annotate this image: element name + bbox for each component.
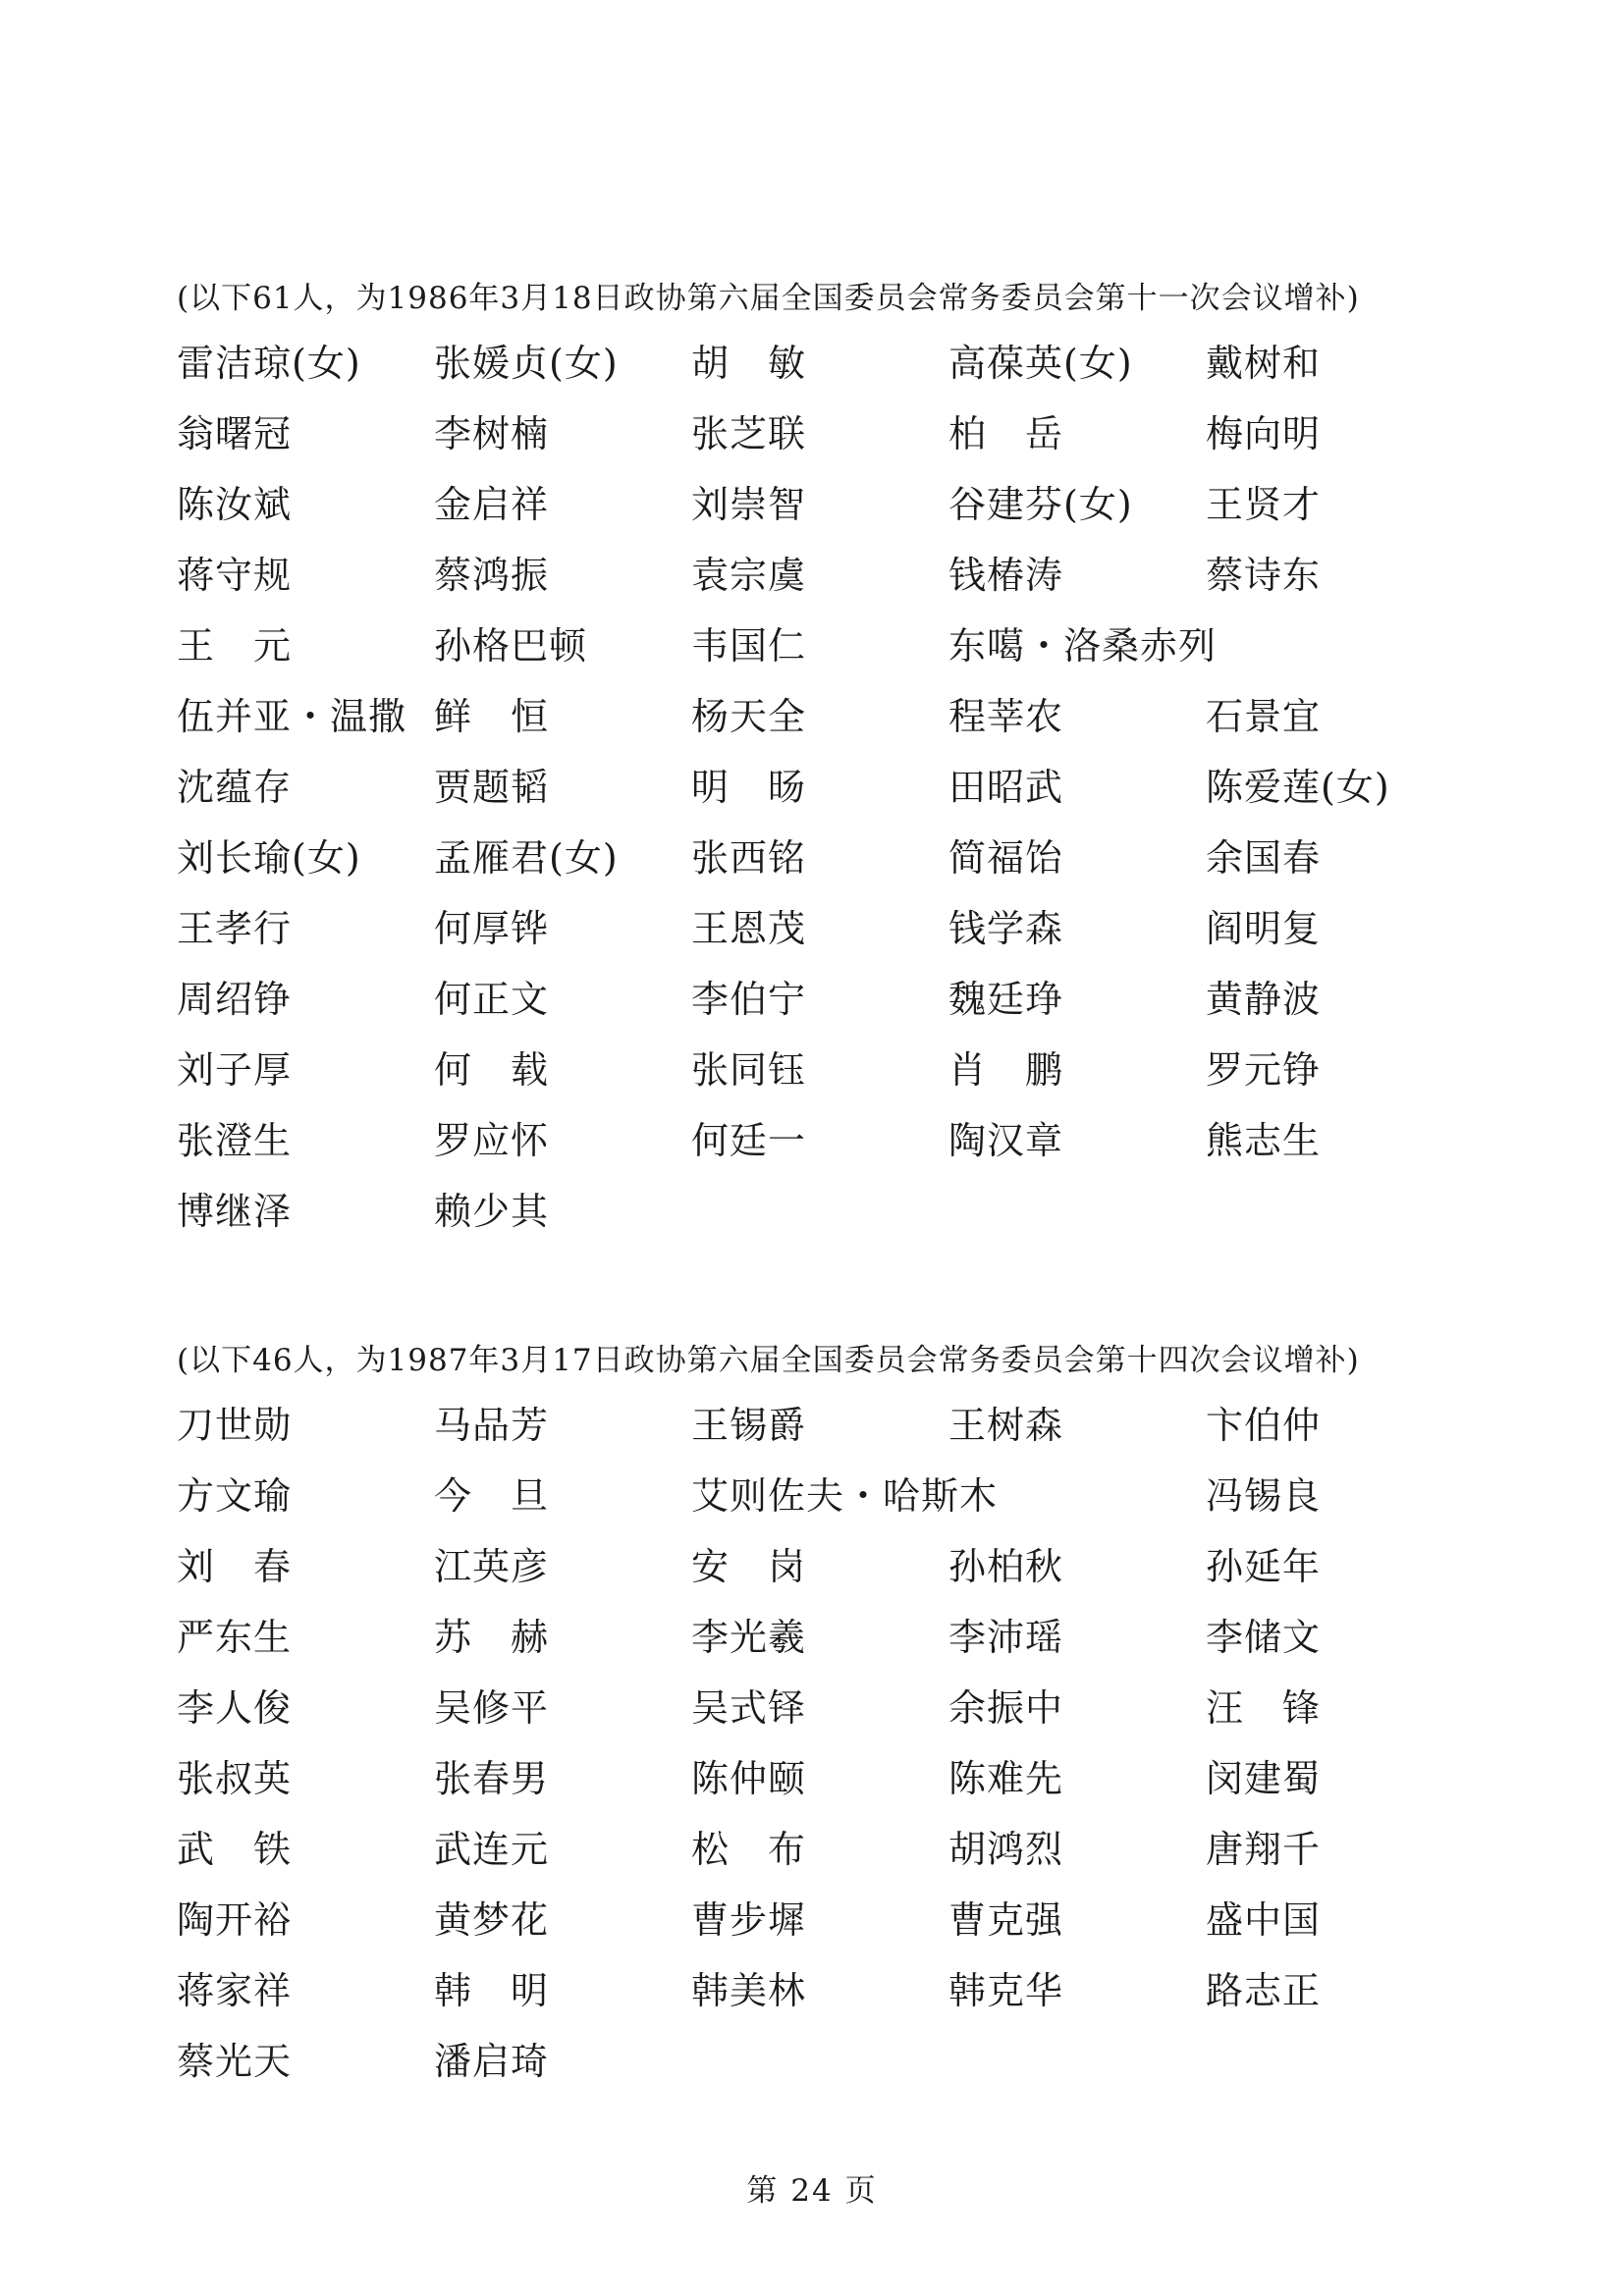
member-name: 田昭武 bbox=[948, 766, 1064, 809]
member-name: 闵建蜀 bbox=[1206, 1757, 1322, 1800]
member-name: 黄梦花 bbox=[434, 1898, 550, 1942]
member-name: 曹步墀 bbox=[691, 1898, 807, 1942]
member-name: 张春男 bbox=[434, 1757, 550, 1800]
member-name: 梅向明 bbox=[1206, 412, 1322, 455]
member-name: 刘长瑜(女) bbox=[177, 836, 361, 880]
member-name: 高葆英(女) bbox=[948, 342, 1133, 385]
member-name: 张叔英 bbox=[177, 1757, 293, 1800]
member-name: 沈蕴存 bbox=[177, 766, 293, 809]
member-name: 罗应怀 bbox=[434, 1119, 550, 1162]
member-name: 李树楠 bbox=[434, 412, 550, 455]
member-name: 李光羲 bbox=[691, 1616, 807, 1659]
member-name: 熊志生 bbox=[1206, 1119, 1322, 1162]
member-name: 吴修平 bbox=[434, 1686, 550, 1730]
member-name: 杨天全 bbox=[691, 695, 807, 738]
member-name: 黄静波 bbox=[1206, 978, 1322, 1021]
member-name: 贾题韬 bbox=[434, 766, 550, 809]
member-name: 王锡爵 bbox=[691, 1404, 807, 1447]
member-name: 王孝行 bbox=[177, 907, 293, 950]
member-name: 王树森 bbox=[948, 1404, 1064, 1447]
member-name: 赖少其 bbox=[434, 1190, 550, 1233]
member-name: 李储文 bbox=[1206, 1616, 1322, 1659]
member-name: 肖 鹏 bbox=[948, 1048, 1064, 1092]
member-name: 王贤才 bbox=[1206, 483, 1322, 526]
member-name: 谷建芬(女) bbox=[948, 483, 1133, 526]
member-name: 松 布 bbox=[691, 1828, 807, 1871]
member-name: 魏廷琤 bbox=[948, 978, 1064, 1021]
member-name: 戴树和 bbox=[1206, 342, 1322, 385]
member-name: 伍并亚・温撒 bbox=[177, 695, 407, 738]
member-name: 陈爱莲(女) bbox=[1206, 766, 1390, 809]
member-name: 刘 春 bbox=[177, 1545, 293, 1588]
member-name: 何廷一 bbox=[691, 1119, 807, 1162]
member-name: 路志正 bbox=[1206, 1969, 1322, 2012]
section-title-1: (以下61人，为1986年3月18日政协第六届全国委员会常务委员会第十一次会议增补) bbox=[177, 281, 1360, 316]
member-name: 严东生 bbox=[177, 1616, 293, 1659]
member-name: 罗元铮 bbox=[1206, 1048, 1322, 1092]
member-name: 程莘农 bbox=[948, 695, 1064, 738]
member-name: 胡鸿烈 bbox=[948, 1828, 1064, 1871]
member-name: 张芝联 bbox=[691, 412, 807, 455]
member-name: 韩美林 bbox=[691, 1969, 807, 2012]
member-name: 孙格巴顿 bbox=[434, 624, 588, 667]
member-name: 武连元 bbox=[434, 1828, 550, 1871]
member-name: 马品芳 bbox=[434, 1404, 550, 1447]
member-name: 陈难先 bbox=[948, 1757, 1064, 1800]
member-name: 明 旸 bbox=[691, 766, 807, 809]
section-title-2: (以下46人，为1987年3月17日政协第六届全国委员会常务委员会第十四次会议增补) bbox=[177, 1343, 1360, 1378]
member-name: 张媛贞(女) bbox=[434, 342, 619, 385]
member-name: 今 旦 bbox=[434, 1474, 550, 1518]
member-name: 张西铭 bbox=[691, 836, 807, 880]
member-name: 孙柏秋 bbox=[948, 1545, 1064, 1588]
member-name: 石景宜 bbox=[1206, 695, 1322, 738]
member-name: 孙延年 bbox=[1206, 1545, 1322, 1588]
member-name: 阎明复 bbox=[1206, 907, 1322, 950]
member-name: 李沛瑶 bbox=[948, 1616, 1064, 1659]
member-name: 刘子厚 bbox=[177, 1048, 293, 1092]
member-name: 雷洁琼(女) bbox=[177, 342, 361, 385]
member-name: 蒋守规 bbox=[177, 554, 293, 597]
member-name: 蔡光天 bbox=[177, 2040, 293, 2083]
member-name: 方文瑜 bbox=[177, 1474, 293, 1518]
member-name: 卞伯仲 bbox=[1206, 1404, 1322, 1447]
member-name: 韩克华 bbox=[948, 1969, 1064, 2012]
member-name: 余振中 bbox=[948, 1686, 1064, 1730]
member-name: 潘启琦 bbox=[434, 2040, 550, 2083]
member-name: 博继泽 bbox=[177, 1190, 293, 1233]
member-name: 艾则佐夫・哈斯木 bbox=[691, 1474, 999, 1518]
member-name: 安 岗 bbox=[691, 1545, 807, 1588]
member-name: 孟雁君(女) bbox=[434, 836, 619, 880]
member-name: 何正文 bbox=[434, 978, 550, 1021]
member-name: 盛中国 bbox=[1206, 1898, 1322, 1942]
member-name: 王 元 bbox=[177, 624, 293, 667]
member-name: 江英彦 bbox=[434, 1545, 550, 1588]
member-name: 陈汝斌 bbox=[177, 483, 293, 526]
member-name: 吴式铎 bbox=[691, 1686, 807, 1730]
member-name: 张同钰 bbox=[691, 1048, 807, 1092]
member-name: 袁宗虞 bbox=[691, 554, 807, 597]
member-name: 张澄生 bbox=[177, 1119, 293, 1162]
member-name: 东噶・洛桑赤列 bbox=[948, 624, 1218, 667]
member-name: 翁曙冠 bbox=[177, 412, 293, 455]
member-list-grid-1 bbox=[177, 328, 1473, 1247]
member-name: 陈仲颐 bbox=[691, 1757, 807, 1800]
member-name: 刘崇智 bbox=[691, 483, 807, 526]
member-name: 陶开裕 bbox=[177, 1898, 293, 1942]
member-name: 曹克强 bbox=[948, 1898, 1064, 1942]
member-name: 何 载 bbox=[434, 1048, 550, 1092]
member-name: 胡 敏 bbox=[691, 342, 807, 385]
member-name: 简福饴 bbox=[948, 836, 1064, 880]
member-name: 武 铁 bbox=[177, 1828, 293, 1871]
member-name: 王恩茂 bbox=[691, 907, 807, 950]
member-name: 余国春 bbox=[1206, 836, 1322, 880]
member-name: 鲜 恒 bbox=[434, 695, 550, 738]
member-name: 蔡诗东 bbox=[1206, 554, 1322, 597]
member-name: 李人俊 bbox=[177, 1686, 293, 1730]
member-name: 冯锡良 bbox=[1206, 1474, 1322, 1518]
member-name: 唐翔千 bbox=[1206, 1828, 1322, 1871]
member-name: 钱学森 bbox=[948, 907, 1064, 950]
member-name: 钱椿涛 bbox=[948, 554, 1064, 597]
page-number: 第 24 页 bbox=[746, 2173, 878, 2209]
member-name: 刀世勋 bbox=[177, 1404, 293, 1447]
member-name: 何厚铧 bbox=[434, 907, 550, 950]
member-list-grid-2 bbox=[177, 1390, 1473, 2097]
member-name: 周绍铮 bbox=[177, 978, 293, 1021]
member-name: 韦国仁 bbox=[691, 624, 807, 667]
member-name: 蔡鸿振 bbox=[434, 554, 550, 597]
member-name: 柏 岳 bbox=[948, 412, 1064, 455]
member-name: 陶汉章 bbox=[948, 1119, 1064, 1162]
member-name: 汪 锋 bbox=[1206, 1686, 1322, 1730]
member-name: 韩 明 bbox=[434, 1969, 550, 2012]
member-name: 苏 赫 bbox=[434, 1616, 550, 1659]
member-name: 李伯宁 bbox=[691, 978, 807, 1021]
member-name: 金启祥 bbox=[434, 483, 550, 526]
member-name: 蒋家祥 bbox=[177, 1969, 293, 2012]
